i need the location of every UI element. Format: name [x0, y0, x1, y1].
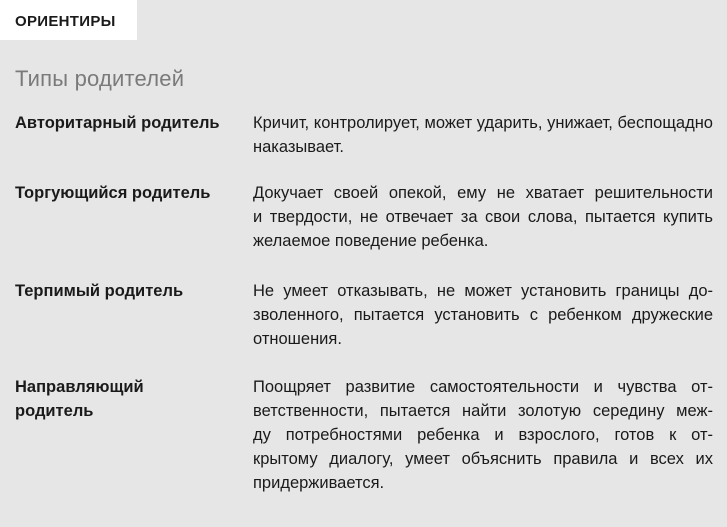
desc-line: ветственности, пытается найти золотую середину меж-	[253, 402, 713, 420]
section-tab	[0, 0, 137, 40]
term-line: Направляющий	[15, 378, 144, 396]
desc-line: Докучает своей опекой, ему не хватает решительности	[253, 184, 713, 202]
term-line: Торгующийся родитель	[15, 184, 211, 202]
desc-line: зволенного, пытается установить с ребенком дружеские	[253, 306, 713, 324]
desc-line: придерживается.	[253, 474, 385, 492]
entry-description	[253, 181, 713, 253]
entry-term	[15, 111, 235, 135]
desc-line: крытому диалогу, умеет объяснить правила и всех их	[253, 450, 713, 468]
term-line: родитель	[15, 402, 94, 420]
entry-term	[15, 181, 235, 205]
term-line: Терпимый родитель	[15, 282, 184, 300]
panel-top-strip	[137, 0, 727, 40]
desc-line: ду потребностями ребенка и взрослого, готов к от-	[253, 426, 713, 444]
term-line: Авторитарный родитель	[15, 114, 220, 132]
section-tab-label: ОРИЕНТИРЫ	[15, 13, 116, 30]
desc-line: Не умеет отказывать, не может установить границы до-	[253, 282, 713, 300]
entry-term	[15, 279, 235, 303]
entry-description	[253, 111, 713, 159]
entry-term	[15, 375, 235, 423]
desc-line: отношения.	[253, 330, 342, 348]
desc-line: наказывает.	[253, 138, 344, 156]
desc-line: желаемое поведение ребенка.	[253, 232, 489, 250]
desc-line: Кричит, контролирует, может ударить, унижает, беспощадно	[253, 114, 713, 132]
card-title: Типы родителей	[15, 66, 185, 91]
desc-line: Поощряет развитие самостоятельности и чувства от-	[253, 378, 713, 396]
entry-description	[253, 279, 713, 351]
desc-line: и твердости, не отвечает за свои слова, пытается купить	[253, 208, 713, 226]
entry-description	[253, 375, 713, 495]
